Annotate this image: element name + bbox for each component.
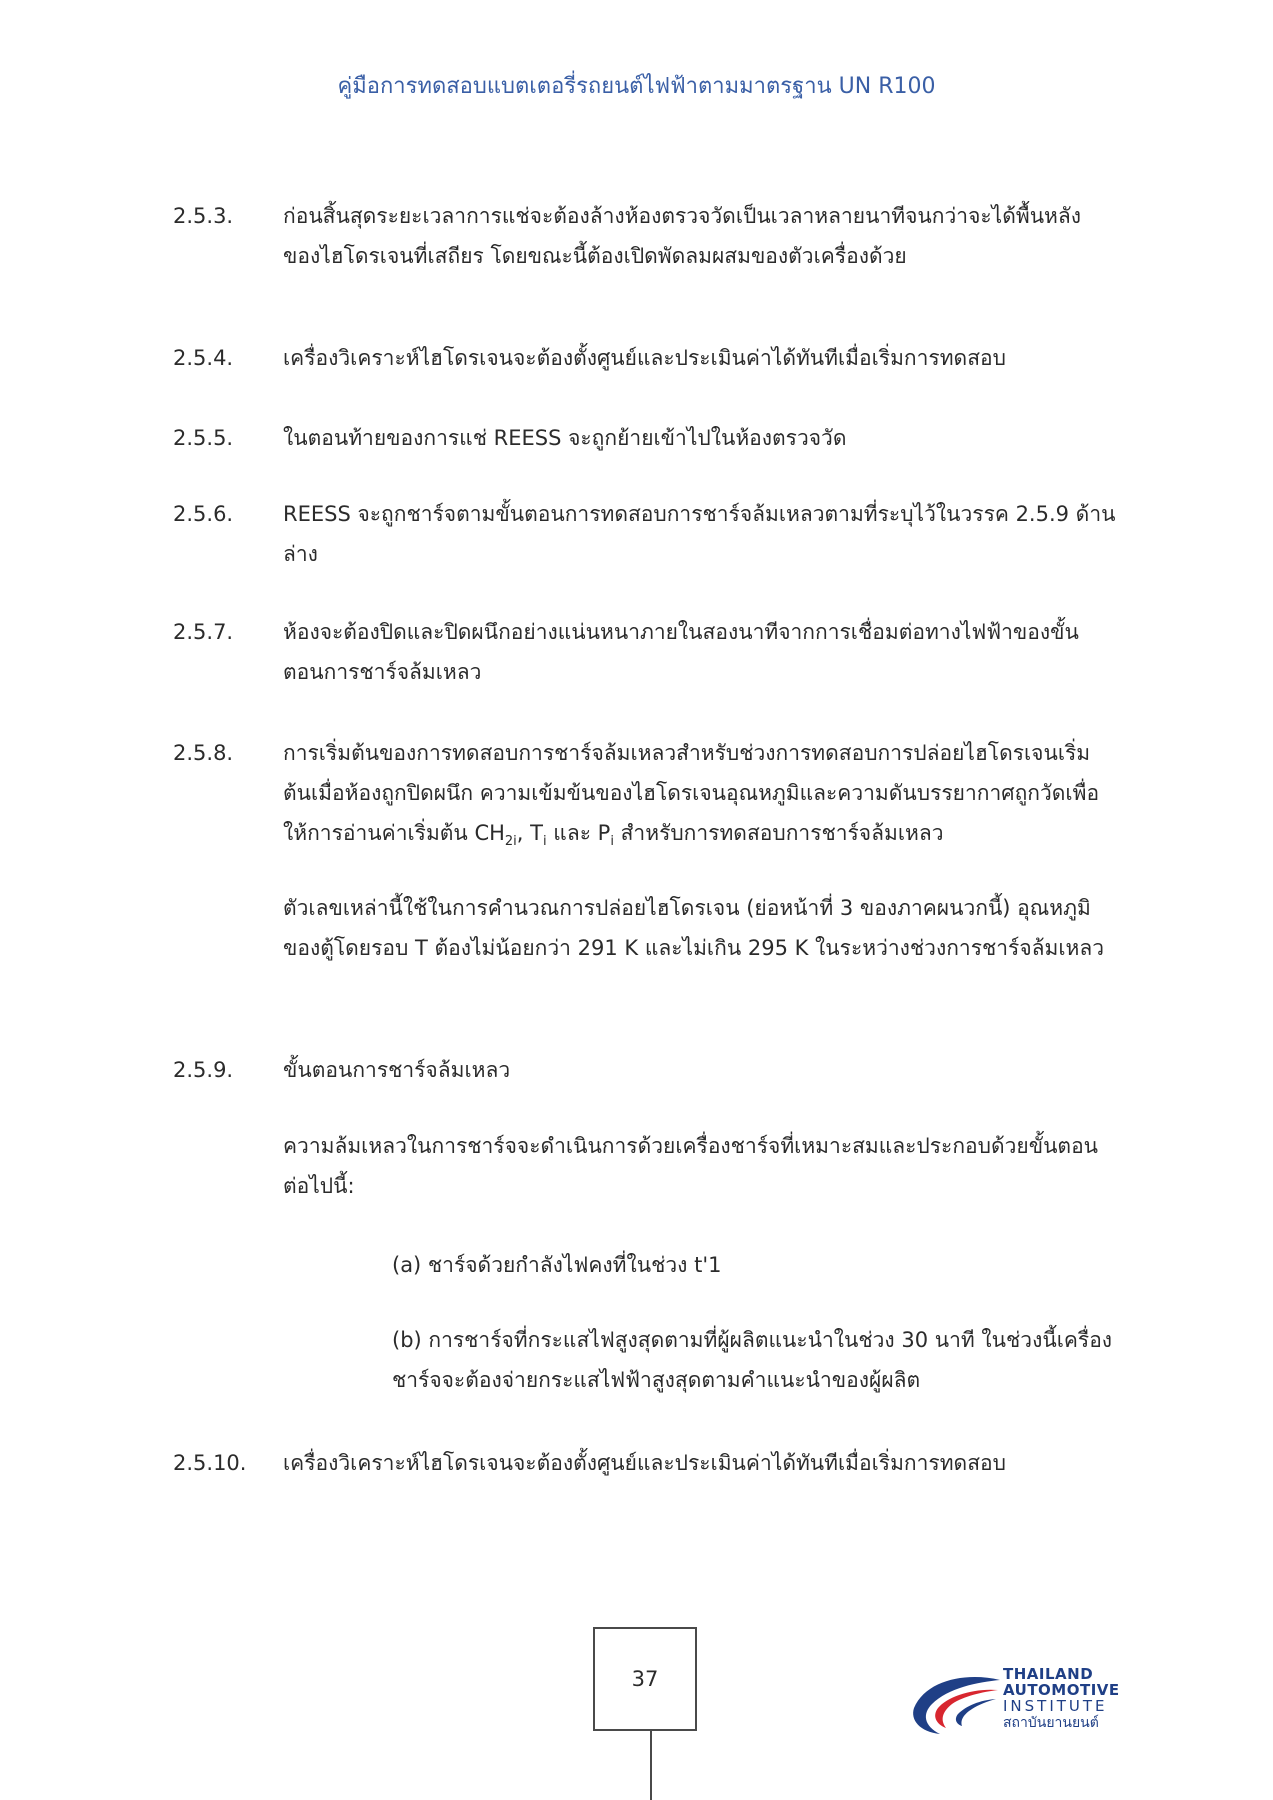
paragraph-2-5-8-note: ตัวเลขเหล่านี้ใช้ในการคำนวณการปล่อยไฮโดรเจน (ย่อหน้าที่ 3 ของภาคผนวกนี้) อุณหภูมิของตู้โดยรอบ T ต้องไม่น้อยกว่า 291 K และไม่เกิน 295 K ในระหว่างช่วงการชาร์จล้มเหลว — [283, 896, 1105, 960]
section-2-5-3 — [173, 196, 1118, 276]
section-number: 2.5.6. — [173, 502, 234, 526]
section-text: ขั้นตอนการชาร์จล้มเหลว — [283, 1058, 511, 1082]
section-number: 2.5.9. — [173, 1058, 234, 1082]
section-text: ห้องจะต้องปิดและปิดผนึกอย่างแน่นหนาภายในสองนาทีจากการเชื่อมต่อทางไฟฟ้าของขั้นตอนการชาร์จล้มเหลว — [283, 620, 1079, 684]
section-number: 2.5.5. — [173, 426, 234, 450]
sub-item-a: (a) ชาร์จด้วยกำลังไฟคงที่ในช่วง t'1 — [392, 1253, 722, 1277]
section-number: 2.5.8. — [173, 741, 234, 765]
section-2-5-4 — [173, 338, 1118, 378]
sub-item-b: (b) การชาร์จที่กระแสไฟสูงสุดตามที่ผู้ผลิตแนะนำในช่วง 30 นาที ในช่วงนี้เครื่องชาร์จจะต้องจ่ายกระแสไฟฟ้าสูงสุดตามคำแนะนำของผู้ผลิต — [392, 1328, 1113, 1392]
section-2-5-7 — [173, 612, 1118, 692]
section-text: ในตอนท้ายของการแช่ REESS จะถูกย้ายเข้าไปในห้องตรวจวัด — [283, 426, 847, 450]
page-header-title: คู่มือการทดสอบแบตเตอรี่รถยนต์ไฟฟ้าตามมาตรฐาน UN R100 — [337, 74, 936, 99]
tai-logo — [908, 1666, 1124, 1740]
section-number: 2.5.4. — [173, 346, 234, 370]
logo-text-line2: AUTOMOTIVE — [1003, 1681, 1120, 1699]
section-text: REESS จะถูกชาร์จตามขั้นตอนการทดสอบการชาร์จล้มเหลวตามที่ระบุไว้ในวรรค 2.5.9 ด้านล่าง — [283, 502, 1116, 566]
section-text: ก่อนสิ้นสุดระยะเวลาการแช่จะต้องล้างห้องตรวจวัดเป็นเวลาหลายนาทีจนกว่าจะได้พื้นหลังของไฮโดรเจนที่เสถียร โดยขณะนี้ต้องเปิดพัดลมผสมของตัวเครื่องด้วย — [283, 204, 1082, 268]
logo-text-thai: สถาบันยานยนต์ — [1003, 1715, 1099, 1731]
section-2-5-6 — [173, 494, 1118, 574]
section-number: 2.5.7. — [173, 620, 234, 644]
logo-text-line3: INSTITUTE — [1003, 1697, 1108, 1715]
section-2-5-10 — [173, 1443, 1118, 1483]
page-number: 37 — [593, 1627, 697, 1731]
swoosh-logo-icon — [908, 1666, 1003, 1740]
section-number: 2.5.10. — [173, 1451, 247, 1475]
section-text: เครื่องวิเคราะห์ไฮโดรเจนจะต้องตั้งศูนย์และประเมินค่าได้ทันทีเมื่อเริ่มการทดสอบ — [283, 346, 1006, 370]
section-2-5-9 — [173, 1050, 1118, 1090]
section-number: 2.5.3. — [173, 204, 234, 228]
section-text: เครื่องวิเคราะห์ไฮโดรเจนจะต้องตั้งศูนย์และประเมินค่าได้ทันทีเมื่อเริ่มการทดสอบ — [283, 1451, 1006, 1475]
page-number-stem — [650, 1731, 652, 1800]
section-2-5-8 — [173, 733, 1118, 853]
logo-text-line1: THAILAND — [1003, 1665, 1094, 1683]
section-text: การเริ่มต้นของการทดสอบการชาร์จล้มเหลวสำหรับช่วงการทดสอบการปล่อยไฮโดรเจนเริ่มต้นเมื่อห้องถูกปิดผนึก ความเข้มข้นของไฮโดรเจนอุณหภูมิและความดันบรรยากาศถูกวัดเพื่อให้การอ่านค่าเริ่มต้น $CH_{2i}$, $T_i$ และ $P_i$ สำหรับการทดสอบการชาร์จล้มเหลว — [283, 741, 1100, 850]
paragraph-2-5-9: ความล้มเหลวในการชาร์จจะดำเนินการด้วยเครื่องชาร์จที่เหมาะสมและประกอบด้วยขั้นตอนต่อไปนี้: — [283, 1134, 1099, 1198]
section-2-5-5 — [173, 418, 1118, 458]
